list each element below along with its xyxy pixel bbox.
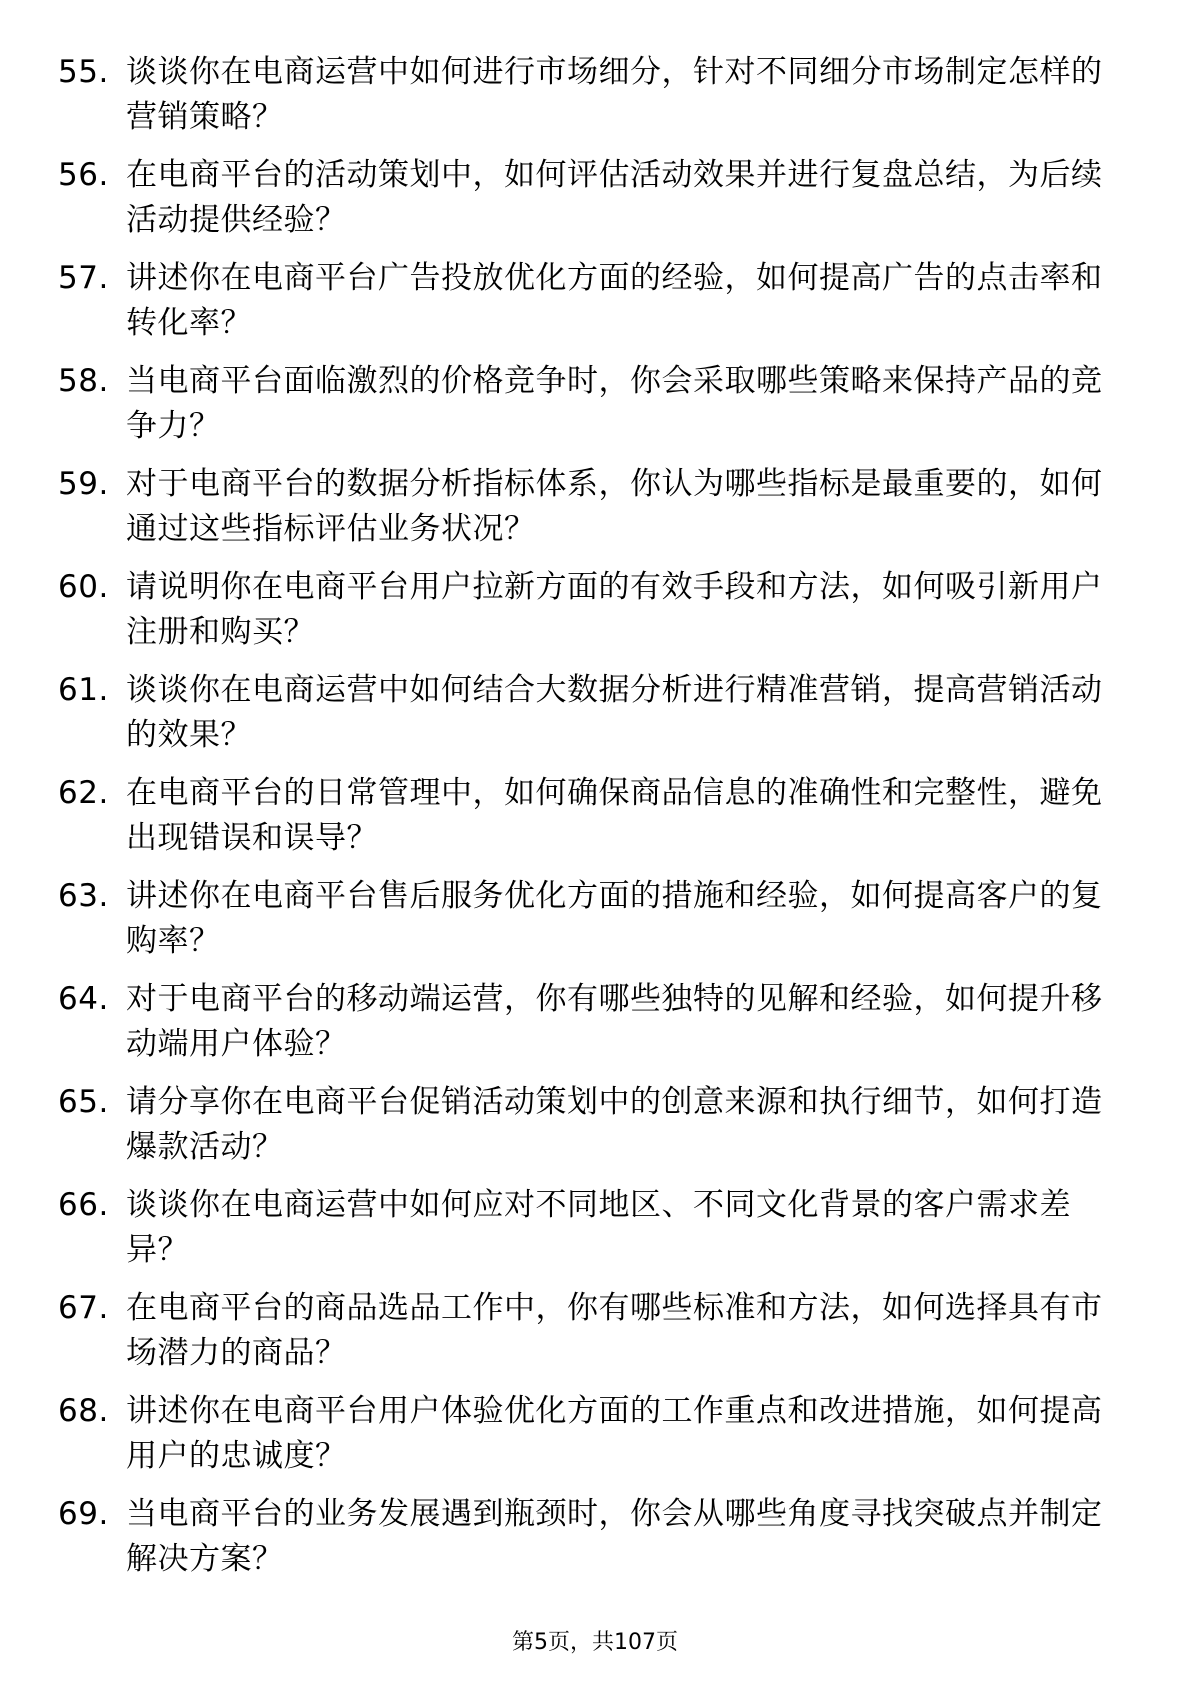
question-text: 在电商平台的活动策划中，如何评估活动效果并进行复盘总结，为后续活动提供经验？ [126,157,1103,238]
question-list [58,50,1118,1595]
question-text: 在电商平台的商品选品工作中，你有哪些标准和方法，如何选择具有市场潜力的商品？ [126,1290,1103,1371]
question-number: 60. [58,569,109,605]
question-number: 56. [58,157,109,193]
question-text: 讲述你在电商平台广告投放优化方面的经验，如何提高广告的点击率和转化率？ [126,260,1103,341]
question-text: 谈谈你在电商运营中如何结合大数据分析进行精准营销，提高营销活动的效果？ [126,672,1103,753]
question-item [58,977,1118,1080]
question-text: 当电商平台面临激烈的价格竞争时，你会采取哪些策略来保持产品的竞争力？ [126,363,1103,444]
question-text: 在电商平台的日常管理中，如何确保商品信息的准确性和完整性，避免出现错误和误导？ [126,775,1103,856]
question-item [58,1286,1118,1389]
question-item [58,256,1118,359]
question-item [58,153,1118,256]
question-text: 请说明你在电商平台用户拉新方面的有效手段和方法，如何吸引新用户注册和购买？ [126,569,1103,650]
question-number: 68. [58,1393,109,1429]
question-item [58,874,1118,977]
question-text: 讲述你在电商平台用户体验优化方面的工作重点和改进措施，如何提高用户的忠诚度？ [126,1393,1103,1474]
question-item [58,50,1118,153]
question-number: 58. [58,363,109,399]
question-item [58,1492,1118,1595]
question-item [58,668,1118,771]
question-number: 66. [58,1187,109,1223]
question-item [58,771,1118,874]
question-text: 对于电商平台的数据分析指标体系，你认为哪些指标是最重要的，如何通过这些指标评估业务状况？ [126,466,1103,547]
question-item [58,1183,1118,1286]
question-text: 对于电商平台的移动端运营，你有哪些独特的见解和经验，如何提升移动端用户体验？ [126,981,1103,1062]
question-item [58,1080,1118,1183]
question-number: 65. [58,1084,109,1120]
question-number: 64. [58,981,109,1017]
question-number: 67. [58,1290,109,1326]
question-text: 当电商平台的业务发展遇到瓶颈时，你会从哪些角度寻找突破点并制定解决方案？ [126,1496,1103,1577]
question-text: 谈谈你在电商运营中如何应对不同地区、不同文化背景的客户需求差异？ [126,1187,1071,1268]
question-number: 62. [58,775,109,811]
question-number: 69. [58,1496,109,1532]
question-text: 请分享你在电商平台促销活动策划中的创意来源和执行细节，如何打造爆款活动？ [126,1084,1103,1165]
question-number: 63. [58,878,109,914]
question-item [58,565,1118,668]
question-number: 59. [58,466,109,502]
question-number: 57. [58,260,109,296]
page-number-footer: 第5页，共107页 [512,1630,678,1655]
question-number: 55. [58,54,109,90]
question-item [58,1389,1118,1492]
question-item [58,462,1118,565]
question-number: 61. [58,672,109,708]
question-text: 讲述你在电商平台售后服务优化方面的措施和经验，如何提高客户的复购率？ [126,878,1103,959]
question-text: 谈谈你在电商运营中如何进行市场细分，针对不同细分市场制定怎样的营销策略？ [126,54,1103,135]
question-item [58,359,1118,462]
